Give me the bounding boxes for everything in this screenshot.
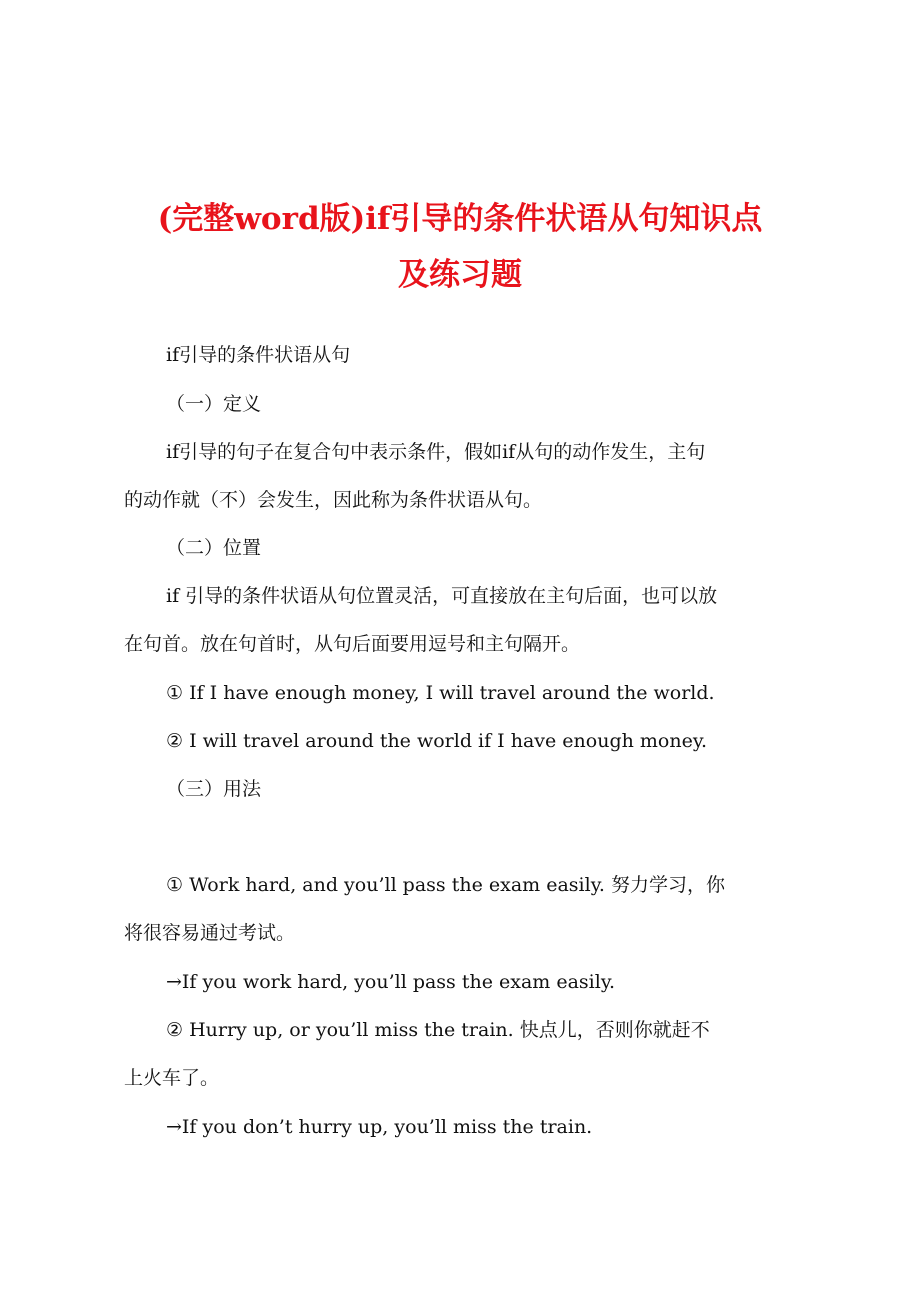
section-3-label: （三）用法 (166, 778, 262, 800)
section-3-example-1-line-2: 将很容易通过考试。 (124, 922, 296, 944)
section-1-text-line-1: if引导的句子在复合句中表示条件，假如if从句的动作发生，主句 (166, 441, 706, 463)
section-3-example-2-rewrite: →If you don’t hurry up, you’ll miss the train. (166, 1116, 593, 1138)
section-1-label: （一）定义 (166, 393, 262, 415)
section-3-example-2-line-2: 上火车了。 (124, 1067, 220, 1089)
section-2-text-line-2: 在句首。放在句首时，从句后面要用逗号和主句隔开。 (124, 633, 581, 655)
section-3-example-1-rewrite: →If you work hard, you’ll pass the exam easily. (166, 971, 616, 993)
section-2-example-1: ① If I have enough money, I will travel around the world. (166, 682, 715, 704)
section-3-example-1-line-1: ① Work hard, and you’ll pass the exam easily. 努力学习，你 (166, 874, 725, 896)
document-title-line-2: 及练习题 (398, 257, 522, 293)
section-2-text-line-1: if 引导的条件状语从句位置灵活，可直接放在主句后面，也可以放 (166, 585, 718, 607)
document-title-line-1: (完整word版)if引导的条件状语从句知识点 (157, 201, 763, 237)
section-2-label: （二）位置 (166, 537, 262, 559)
section-3-example-2-line-1: ② Hurry up, or you’ll miss the train. 快点儿，否则你就赶不 (166, 1019, 710, 1041)
section-heading: if引导的条件状语从句 (166, 344, 351, 366)
section-1-text-line-2: 的动作就（不）会发生，因此称为条件状语从句。 (124, 489, 543, 511)
section-2-example-2: ② I will travel around the world if I have enough money. (166, 730, 708, 752)
